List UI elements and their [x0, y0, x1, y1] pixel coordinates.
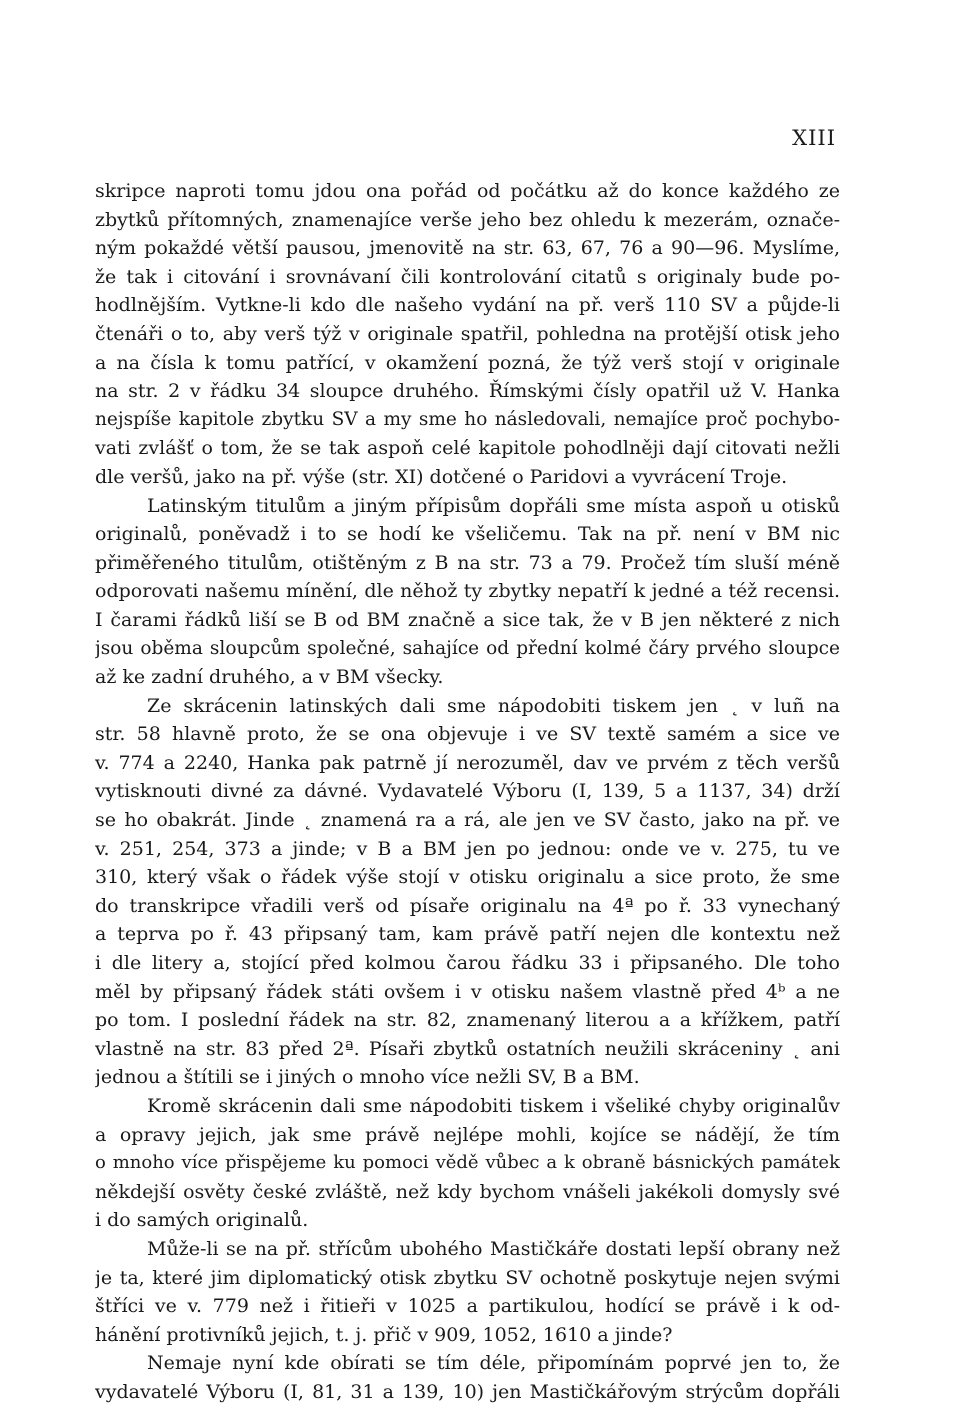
text-line: po tom. I poslední řádek na str. 82, znamenaný literou a a křížkem, patří	[95, 1009, 840, 1032]
body-text	[95, 177, 840, 1407]
text-line: zbytků přítomných, znamenajíce verše jeho bez ohledu k mezerám, označe-	[95, 208, 840, 231]
text-line: o mnoho více přispějeme ku pomoci vědě vůbec a k obraně básnických památek	[95, 1152, 840, 1174]
text-line: někdejší osvěty české zvláště, než kdy bychom vnášeli jakékoli domysly své	[95, 1180, 840, 1203]
text-line: a teprva po ř. 43 připsaný tam, kam právě patří nejen dle kontextu než	[95, 923, 840, 946]
text-line: I čarami řádků liší se B od BM značně a sice tak, že v B jen některé z nich	[95, 608, 840, 631]
text-line: čtenáři o to, aby verš týž v originale spatřil, pohledna na protější otisk jeho	[95, 322, 840, 345]
text-line: nejspíše kapitole zbytku SV a my sme ho následovali, nemajíce proč pochybo-	[95, 408, 840, 430]
text-line: originalů, poněvadž i to se hodí ke všeličemu. Tak na př. není v BM nic	[95, 523, 840, 546]
text-line: Ze skrácenin latinských dali sme nápodobiti tiskem jen ˛ v luñ na	[147, 694, 840, 717]
text-line: i do samých originalů.	[95, 1209, 309, 1232]
text-line: Může-li se na př. střícům ubohého Mastičkáře dostati lepší obrany než	[147, 1237, 840, 1260]
text-line: a na čísla k tomu patřící, v okamžení pozná, že týž verš stojí v originale	[95, 351, 840, 374]
text-line: vati zvlášť o tom, že se tak aspoň celé kapitole pohodlněji dají citovati nežli	[95, 437, 840, 460]
text-line: dle veršů, jako na př. výše (str. XI) dotčené o Paridovi a vyvrácení Troje.	[95, 465, 788, 488]
text-line: v. 774 a 2240, Hanka pak patrně jí nerozuměl, dav ve prvém z těch veršů	[95, 751, 840, 774]
text-line: jsou oběma sloupcům společné, sahajíce od přední kolmé čáry prvého sloupce	[95, 637, 840, 659]
text-line: je ta, které jim diplomatický otisk zbytku SV ochotně poskytuje nejen svými	[95, 1266, 840, 1289]
text-line: se ho obakrát. Jinde ˛ znamená ra a rá, ale jen ve SV často, jako na př. ve	[95, 809, 840, 832]
text-line: Latinským titulům a jiným přípisům dopřáli sme místa aspoň u otisků	[147, 494, 840, 517]
text-line: vytisknouti divné za dávné. Vydavatelé Výboru (I, 139, 5 a 1137, 34) drží	[95, 780, 840, 803]
text-line: vlastně na str. 83 před 2ª. Písaři zbytků ostatních neužili skráceniny ˛ ani	[95, 1037, 840, 1060]
text-line: i dle litery a, stojící před kolmou čarou řádku 33 i připsaného. Dle toho	[95, 952, 840, 975]
text-line: v. 251, 254, 373 a jinde; v B a BM jen po jednou: onde ve v. 275, tu ve	[95, 837, 840, 860]
text-line: odporovati našemu mínění, dle něhož ty zbytky nepatří k jedné a též recensi.	[95, 580, 840, 603]
text-line: skripce naproti tomu jdou ona pořád od počátku až do konce každého ze	[95, 180, 840, 202]
text-line: hodlnějším. Vytkne-li kdo dle našeho vydání na př. verš 110 SV a půjde-li	[95, 294, 840, 317]
text-line: měl by připsaný řádek státi ovšem i v otisku našem vlastně před 4ᵇ a ne	[95, 980, 840, 1003]
text-line: ným pokaždé větší pausou, jmenovitě na str. 63, 67, 76 a 90—96. Myslíme,	[95, 237, 840, 260]
page-number: XIII	[792, 126, 836, 150]
text-line: Nemaje nyní kde obírati se tím déle, připomínám poprvé jen to, že	[147, 1352, 840, 1375]
text-line: 310, který však o řádek výše stojí v otisku originalu a sice proto, že sme	[95, 866, 840, 889]
text-line: že tak i citování i srovnávaní čili kontrolování citatů s originaly bude po-	[95, 265, 840, 288]
text-line: Kromě skrácenin dali sme nápodobiti tiskem i všeliké chyby originalův	[147, 1095, 840, 1117]
text-line: až ke zadní druhého, a v BM všecky.	[95, 666, 444, 689]
text-line: jednou a štítili se i jiných o mnoho více nežli SV, B a BM.	[95, 1066, 640, 1089]
text-line: str. 58 hlavně proto, že se ona objevuje i ve SV textě samém a sice ve	[95, 723, 840, 746]
text-line: vydavatelé Výboru (I, 81, 31 a 139, 10) jen Mastičkářovým strýcům dopřáli	[95, 1380, 840, 1403]
text-line: přiměřeného titulům, otištěným z B na str. 73 a 79. Pročež tím sluší méně	[95, 551, 840, 574]
text-line: a opravy jejich, jak sme právě nejlépe mohli, kojíce se nádějí, že tím	[95, 1123, 840, 1146]
text-line: na str. 2 v řádku 34 sloupce druhého. Římskými čísly opatřil už V. Hanka	[95, 380, 840, 403]
text-line: do transkripce vřadili verš od písaře originalu na 4ª po ř. 33 vynechaný	[95, 894, 840, 917]
text-line: štříci ve v. 779 než i řitieři v 1025 a partikulou, hodící se právě i k od-	[95, 1295, 840, 1318]
text-line: hánění protivníků jejich, t. j. přič v 909, 1052, 1610 a jinde?	[95, 1323, 673, 1346]
